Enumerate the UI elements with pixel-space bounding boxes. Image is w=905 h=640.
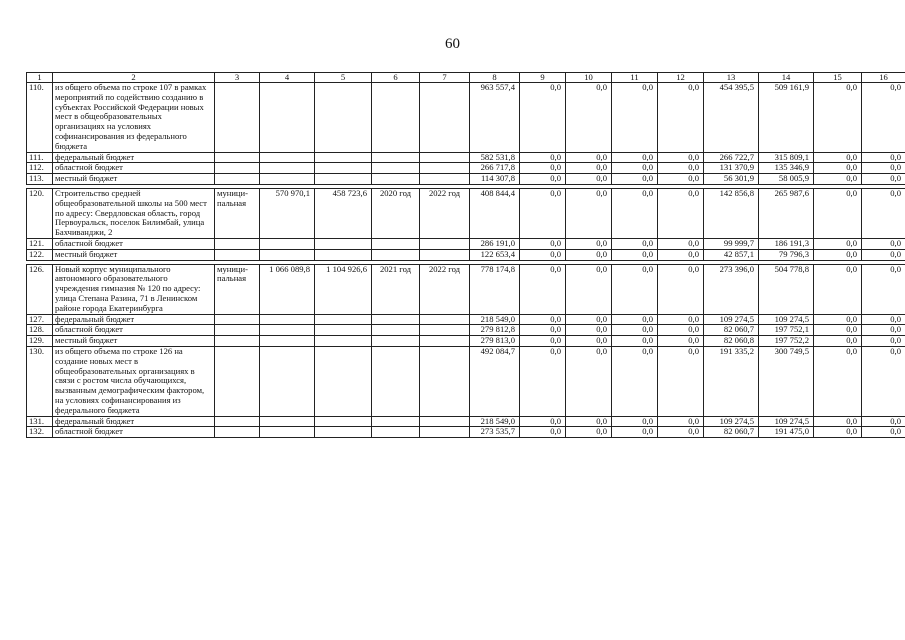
column-header: 4 bbox=[260, 73, 315, 83]
description-cell: Строительство средней общеобразовательной школы на 500 мест по адресу: Свердловская область, город Первоуральск, поселок Билимбай, улица Бахчиванджи, 2 bbox=[53, 188, 215, 238]
amount-cell: 0,0 bbox=[612, 314, 658, 325]
amount-cell: 0,0 bbox=[658, 264, 704, 314]
amount-cell: 56 301,9 bbox=[704, 174, 759, 185]
amount-cell: 0,0 bbox=[520, 314, 566, 325]
contract-cost-cell bbox=[315, 249, 372, 260]
ownership-cell bbox=[215, 83, 260, 153]
description-cell: из общего объема по строке 126 на создание новых мест в общеобразовательных организациях в связи с ростом числа обучающихся, вызванным демографическим фактором, на условиях софинансирования из федерального бюджета bbox=[53, 346, 215, 416]
amount-cell: 0,0 bbox=[566, 325, 612, 336]
amount-cell: 0,0 bbox=[814, 264, 862, 314]
ownership-cell bbox=[215, 427, 260, 438]
contract-cost-cell bbox=[315, 163, 372, 174]
table-row bbox=[27, 152, 905, 163]
table-row bbox=[27, 336, 905, 347]
amount-cell: 963 557,4 bbox=[470, 83, 520, 153]
amount-cell: 218 549,0 bbox=[470, 314, 520, 325]
amount-cell: 82 060,7 bbox=[704, 325, 759, 336]
ownership-cell bbox=[215, 163, 260, 174]
amount-cell: 82 060,7 bbox=[704, 427, 759, 438]
amount-cell: 0,0 bbox=[612, 238, 658, 249]
start-year-cell bbox=[372, 83, 420, 153]
amount-cell: 0,0 bbox=[520, 163, 566, 174]
contract-cost-cell bbox=[315, 336, 372, 347]
contract-cost-cell bbox=[315, 427, 372, 438]
amount-cell: 0,0 bbox=[520, 174, 566, 185]
description-cell: из общего объема по строке 107 в рамках мероприятий по содействию созданию в субъектах Российской Федерации новых мест в общеобразовательных организациях на условиях софинансирования из федерального бюджета bbox=[53, 83, 215, 153]
amount-cell: 42 857,1 bbox=[704, 249, 759, 260]
amount-cell: 0,0 bbox=[520, 188, 566, 238]
estimated-cost-cell bbox=[260, 174, 315, 185]
contract-cost-cell: 1 104 926,6 bbox=[315, 264, 372, 314]
amount-cell: 191 475,0 bbox=[759, 427, 814, 438]
description-cell: местный бюджет bbox=[53, 249, 215, 260]
estimated-cost-cell bbox=[260, 152, 315, 163]
amount-cell: 58 005,9 bbox=[759, 174, 814, 185]
row-number-cell: 130. bbox=[27, 346, 53, 416]
row-number-cell: 127. bbox=[27, 314, 53, 325]
estimated-cost-cell: 570 970,1 bbox=[260, 188, 315, 238]
amount-cell: 79 796,3 bbox=[759, 249, 814, 260]
amount-cell: 0,0 bbox=[658, 249, 704, 260]
amount-cell: 0,0 bbox=[862, 314, 905, 325]
amount-cell: 0,0 bbox=[566, 152, 612, 163]
amount-cell: 197 752,2 bbox=[759, 336, 814, 347]
start-year-cell bbox=[372, 325, 420, 336]
start-year-cell bbox=[372, 174, 420, 185]
table-row bbox=[27, 249, 905, 260]
start-year-cell: 2021 год bbox=[372, 264, 420, 314]
estimated-cost-cell: 1 066 089,8 bbox=[260, 264, 315, 314]
start-year-cell bbox=[372, 314, 420, 325]
amount-cell: 0,0 bbox=[862, 188, 905, 238]
column-header: 5 bbox=[315, 73, 372, 83]
description-cell: местный бюджет bbox=[53, 336, 215, 347]
amount-cell: 504 778,8 bbox=[759, 264, 814, 314]
amount-cell: 0,0 bbox=[566, 163, 612, 174]
amount-cell: 0,0 bbox=[612, 346, 658, 416]
table-row bbox=[27, 325, 905, 336]
end-year-cell bbox=[420, 336, 470, 347]
estimated-cost-cell bbox=[260, 238, 315, 249]
row-number-cell: 113. bbox=[27, 174, 53, 185]
column-header: 2 bbox=[53, 73, 215, 83]
amount-cell: 266 717,8 bbox=[470, 163, 520, 174]
row-number-cell: 132. bbox=[27, 427, 53, 438]
amount-cell: 279 812,8 bbox=[470, 325, 520, 336]
column-header: 3 bbox=[215, 73, 260, 83]
end-year-cell bbox=[420, 427, 470, 438]
amount-cell: 265 987,6 bbox=[759, 188, 814, 238]
amount-cell: 266 722,7 bbox=[704, 152, 759, 163]
column-header: 9 bbox=[520, 73, 566, 83]
start-year-cell bbox=[372, 238, 420, 249]
description-cell: областной бюджет bbox=[53, 163, 215, 174]
end-year-cell bbox=[420, 174, 470, 185]
estimated-cost-cell bbox=[260, 163, 315, 174]
amount-cell: 0,0 bbox=[658, 325, 704, 336]
amount-cell: 0,0 bbox=[814, 174, 862, 185]
start-year-cell bbox=[372, 152, 420, 163]
contract-cost-cell bbox=[315, 325, 372, 336]
amount-cell: 142 856,8 bbox=[704, 188, 759, 238]
column-header: 14 bbox=[759, 73, 814, 83]
amount-cell: 0,0 bbox=[566, 336, 612, 347]
estimated-cost-cell bbox=[260, 83, 315, 153]
ownership-cell bbox=[215, 314, 260, 325]
description-cell: областной бюджет bbox=[53, 325, 215, 336]
amount-cell: 0,0 bbox=[862, 83, 905, 153]
column-number-header bbox=[27, 73, 905, 83]
amount-cell: 0,0 bbox=[658, 188, 704, 238]
ownership-cell bbox=[215, 174, 260, 185]
contract-cost-cell: 458 723,6 bbox=[315, 188, 372, 238]
estimated-cost-cell bbox=[260, 325, 315, 336]
amount-cell: 0,0 bbox=[520, 83, 566, 153]
description-cell: Новый корпус муниципального автономного образовательного учреждения гимназия № 120 по адресу: улица Степана Разина, 71 в Ленинском районе города Екатеринбурга bbox=[53, 264, 215, 314]
end-year-cell bbox=[420, 163, 470, 174]
amount-cell: 0,0 bbox=[612, 264, 658, 314]
contract-cost-cell bbox=[315, 416, 372, 427]
description-cell: областной бюджет bbox=[53, 427, 215, 438]
ownership-cell bbox=[215, 416, 260, 427]
amount-cell: 454 395,5 bbox=[704, 83, 759, 153]
amount-cell: 114 307,8 bbox=[470, 174, 520, 185]
budget-table bbox=[26, 72, 905, 438]
amount-cell: 0,0 bbox=[520, 249, 566, 260]
amount-cell: 0,0 bbox=[814, 336, 862, 347]
amount-cell: 131 370,9 bbox=[704, 163, 759, 174]
amount-cell: 0,0 bbox=[520, 238, 566, 249]
estimated-cost-cell bbox=[260, 346, 315, 416]
amount-cell: 109 274,5 bbox=[759, 416, 814, 427]
contract-cost-cell bbox=[315, 174, 372, 185]
table-row bbox=[27, 346, 905, 416]
column-header: 1 bbox=[27, 73, 53, 83]
description-cell: федеральный бюджет bbox=[53, 416, 215, 427]
ownership-cell bbox=[215, 325, 260, 336]
amount-cell: 0,0 bbox=[862, 174, 905, 185]
amount-cell: 0,0 bbox=[658, 346, 704, 416]
contract-cost-cell bbox=[315, 238, 372, 249]
row-number-cell: 129. bbox=[27, 336, 53, 347]
end-year-cell bbox=[420, 83, 470, 153]
amount-cell: 0,0 bbox=[566, 249, 612, 260]
amount-cell: 273 535,7 bbox=[470, 427, 520, 438]
row-number-cell: 122. bbox=[27, 249, 53, 260]
column-header: 8 bbox=[470, 73, 520, 83]
start-year-cell bbox=[372, 249, 420, 260]
ownership-cell: муници-пальная bbox=[215, 264, 260, 314]
amount-cell: 0,0 bbox=[814, 238, 862, 249]
column-header: 10 bbox=[566, 73, 612, 83]
contract-cost-cell bbox=[315, 314, 372, 325]
amount-cell: 0,0 bbox=[612, 427, 658, 438]
amount-cell: 0,0 bbox=[566, 238, 612, 249]
amount-cell: 0,0 bbox=[814, 427, 862, 438]
amount-cell: 82 060,8 bbox=[704, 336, 759, 347]
column-header: 16 bbox=[862, 73, 905, 83]
end-year-cell bbox=[420, 325, 470, 336]
estimated-cost-cell bbox=[260, 416, 315, 427]
table-row bbox=[27, 188, 905, 238]
estimated-cost-cell bbox=[260, 314, 315, 325]
amount-cell: 0,0 bbox=[566, 314, 612, 325]
contract-cost-cell bbox=[315, 152, 372, 163]
amount-cell: 315 809,1 bbox=[759, 152, 814, 163]
amount-cell: 109 274,5 bbox=[759, 314, 814, 325]
amount-cell: 0,0 bbox=[566, 188, 612, 238]
amount-cell: 408 844,4 bbox=[470, 188, 520, 238]
amount-cell: 0,0 bbox=[612, 325, 658, 336]
amount-cell: 0,0 bbox=[658, 174, 704, 185]
start-year-cell bbox=[372, 346, 420, 416]
amount-cell: 0,0 bbox=[862, 163, 905, 174]
amount-cell: 0,0 bbox=[862, 325, 905, 336]
amount-cell: 191 335,2 bbox=[704, 346, 759, 416]
description-cell: федеральный бюджет bbox=[53, 152, 215, 163]
start-year-cell bbox=[372, 336, 420, 347]
amount-cell: 0,0 bbox=[862, 416, 905, 427]
amount-cell: 0,0 bbox=[814, 325, 862, 336]
amount-cell: 0,0 bbox=[862, 249, 905, 260]
amount-cell: 0,0 bbox=[658, 416, 704, 427]
amount-cell: 0,0 bbox=[814, 249, 862, 260]
table-row bbox=[27, 83, 905, 153]
amount-cell: 186 191,3 bbox=[759, 238, 814, 249]
amount-cell: 0,0 bbox=[520, 152, 566, 163]
amount-cell: 0,0 bbox=[612, 336, 658, 347]
row-number-cell: 120. bbox=[27, 188, 53, 238]
amount-cell: 0,0 bbox=[862, 427, 905, 438]
table-row bbox=[27, 427, 905, 438]
amount-cell: 0,0 bbox=[814, 346, 862, 416]
amount-cell: 218 549,0 bbox=[470, 416, 520, 427]
column-header: 11 bbox=[612, 73, 658, 83]
description-cell: местный бюджет bbox=[53, 174, 215, 185]
contract-cost-cell bbox=[315, 83, 372, 153]
amount-cell: 0,0 bbox=[612, 174, 658, 185]
ownership-cell bbox=[215, 152, 260, 163]
table-row bbox=[27, 264, 905, 314]
amount-cell: 0,0 bbox=[566, 264, 612, 314]
amount-cell: 300 749,5 bbox=[759, 346, 814, 416]
amount-cell: 0,0 bbox=[862, 264, 905, 314]
ownership-cell bbox=[215, 249, 260, 260]
row-number-cell: 111. bbox=[27, 152, 53, 163]
amount-cell: 109 274,5 bbox=[704, 416, 759, 427]
ownership-cell bbox=[215, 336, 260, 347]
amount-cell: 0,0 bbox=[612, 416, 658, 427]
amount-cell: 122 653,4 bbox=[470, 249, 520, 260]
description-cell: областной бюджет bbox=[53, 238, 215, 249]
end-year-cell bbox=[420, 249, 470, 260]
start-year-cell bbox=[372, 416, 420, 427]
row-number-cell: 112. bbox=[27, 163, 53, 174]
column-header: 12 bbox=[658, 73, 704, 83]
end-year-cell: 2022 год bbox=[420, 188, 470, 238]
amount-cell: 279 813,0 bbox=[470, 336, 520, 347]
row-number-cell: 131. bbox=[27, 416, 53, 427]
end-year-cell bbox=[420, 346, 470, 416]
amount-cell: 0,0 bbox=[658, 336, 704, 347]
amount-cell: 0,0 bbox=[814, 416, 862, 427]
amount-cell: 0,0 bbox=[658, 238, 704, 249]
amount-cell: 509 161,9 bbox=[759, 83, 814, 153]
column-header: 13 bbox=[704, 73, 759, 83]
amount-cell: 0,0 bbox=[520, 264, 566, 314]
row-number-cell: 110. bbox=[27, 83, 53, 153]
row-number-cell: 126. bbox=[27, 264, 53, 314]
amount-cell: 109 274,5 bbox=[704, 314, 759, 325]
start-year-cell: 2020 год bbox=[372, 188, 420, 238]
amount-cell: 0,0 bbox=[862, 336, 905, 347]
amount-cell: 778 174,8 bbox=[470, 264, 520, 314]
start-year-cell bbox=[372, 163, 420, 174]
amount-cell: 0,0 bbox=[814, 314, 862, 325]
end-year-cell bbox=[420, 314, 470, 325]
end-year-cell bbox=[420, 416, 470, 427]
column-header: 7 bbox=[420, 73, 470, 83]
amount-cell: 0,0 bbox=[566, 346, 612, 416]
ownership-cell: муници-пальная bbox=[215, 188, 260, 238]
amount-cell: 0,0 bbox=[520, 336, 566, 347]
amount-cell: 0,0 bbox=[862, 346, 905, 416]
end-year-cell bbox=[420, 238, 470, 249]
table-row bbox=[27, 163, 905, 174]
amount-cell: 0,0 bbox=[520, 416, 566, 427]
amount-cell: 273 396,0 bbox=[704, 264, 759, 314]
estimated-cost-cell bbox=[260, 427, 315, 438]
amount-cell: 0,0 bbox=[566, 427, 612, 438]
amount-cell: 286 191,0 bbox=[470, 238, 520, 249]
amount-cell: 0,0 bbox=[814, 163, 862, 174]
amount-cell: 0,0 bbox=[612, 188, 658, 238]
amount-cell: 0,0 bbox=[658, 427, 704, 438]
page-number: 60 bbox=[445, 36, 460, 52]
amount-cell: 0,0 bbox=[520, 427, 566, 438]
amount-cell: 0,0 bbox=[612, 163, 658, 174]
amount-cell: 0,0 bbox=[862, 152, 905, 163]
start-year-cell bbox=[372, 427, 420, 438]
amount-cell: 197 752,1 bbox=[759, 325, 814, 336]
amount-cell: 0,0 bbox=[612, 152, 658, 163]
column-header: 6 bbox=[372, 73, 420, 83]
amount-cell: 0,0 bbox=[520, 346, 566, 416]
amount-cell: 0,0 bbox=[612, 83, 658, 153]
amount-cell: 0,0 bbox=[814, 152, 862, 163]
amount-cell: 0,0 bbox=[658, 314, 704, 325]
column-header: 15 bbox=[814, 73, 862, 83]
table-body bbox=[27, 83, 905, 438]
amount-cell: 99 999,7 bbox=[704, 238, 759, 249]
amount-cell: 0,0 bbox=[566, 83, 612, 153]
table-row bbox=[27, 238, 905, 249]
table-row bbox=[27, 174, 905, 185]
end-year-cell: 2022 год bbox=[420, 264, 470, 314]
ownership-cell bbox=[215, 346, 260, 416]
amount-cell: 0,0 bbox=[658, 83, 704, 153]
table-row bbox=[27, 416, 905, 427]
amount-cell: 0,0 bbox=[520, 325, 566, 336]
amount-cell: 0,0 bbox=[814, 83, 862, 153]
table-row bbox=[27, 314, 905, 325]
amount-cell: 0,0 bbox=[862, 238, 905, 249]
amount-cell: 0,0 bbox=[814, 188, 862, 238]
amount-cell: 0,0 bbox=[612, 249, 658, 260]
contract-cost-cell bbox=[315, 346, 372, 416]
amount-cell: 0,0 bbox=[658, 163, 704, 174]
description-cell: федеральный бюджет bbox=[53, 314, 215, 325]
amount-cell: 582 531,8 bbox=[470, 152, 520, 163]
row-number-cell: 121. bbox=[27, 238, 53, 249]
amount-cell: 0,0 bbox=[566, 416, 612, 427]
amount-cell: 135 346,9 bbox=[759, 163, 814, 174]
amount-cell: 492 084,7 bbox=[470, 346, 520, 416]
amount-cell: 0,0 bbox=[566, 174, 612, 185]
amount-cell: 0,0 bbox=[658, 152, 704, 163]
estimated-cost-cell bbox=[260, 249, 315, 260]
estimated-cost-cell bbox=[260, 336, 315, 347]
ownership-cell bbox=[215, 238, 260, 249]
end-year-cell bbox=[420, 152, 470, 163]
row-number-cell: 128. bbox=[27, 325, 53, 336]
